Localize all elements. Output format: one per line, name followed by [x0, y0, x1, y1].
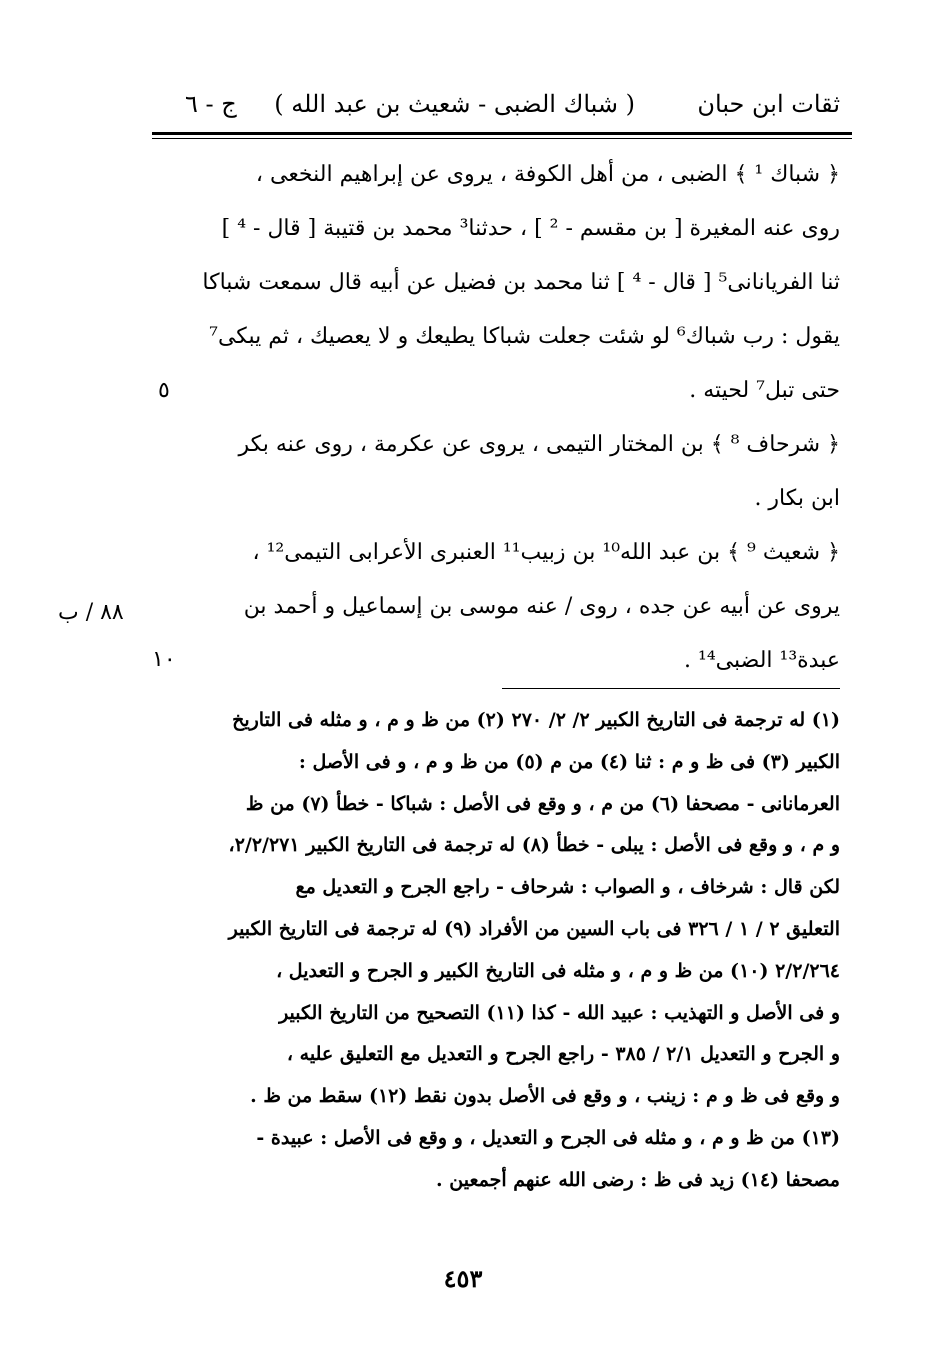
- footnote-line: (١) له ترجمة فى التاريخ الكبير ٢/ ٢/ ٢٧٠ (٢) من ظ و م ، و مثله فى التاريخ: [232, 709, 840, 731]
- footnote-line: لكن قال : شرخاف ، و الصواب : شرحاف - راجع الجرح و التعديل مع: [295, 876, 840, 899]
- running-header: [185, 84, 840, 124]
- folio-marker: ٨٨ / ب: [58, 600, 124, 625]
- footnote-line: و فى الأصل و التهذيب : عبيد الله - كذا (١١) التصحيح من التاريخ الكبير: [279, 1001, 840, 1024]
- footnote-rule: [502, 688, 840, 689]
- text-line: حتى تبل⁷ لحيته .: [689, 378, 840, 403]
- header-rule-thick: [152, 132, 852, 135]
- footnote-line: و الجرح و التعديل ٢/١ / ٣٨٥ - راجع الجرح و التعديل مع التعليق عليه ،: [286, 1043, 840, 1066]
- text-line: ﴿ شرحاف ⁸ ﴾ بن المختار التيمى ، يروى عن عكرمة ، روى عنه بكر: [238, 432, 840, 457]
- footnote-line: و وقع فى ظ و م : زينب ، و وقع فى الأصل بدون نقط (١٢) سقط من ظ .: [250, 1085, 840, 1108]
- text-line: يروى عن أبيه عن جده ، روى / عنه موسى بن إسماعيل و أحمد بن: [243, 594, 840, 619]
- text-line: ثنا الفريانانى⁵ [ قال - ⁴ ] ثنا محمد بن فضيل عن أبيه قال سمعت شباكا: [202, 270, 840, 295]
- text-line: عبدة¹³ الضبى¹⁴ .: [684, 648, 840, 673]
- text-line: ﴿ شعيث ⁹ ﴾ بن عبد الله¹⁰ بن زبيب¹¹ العنبرى الأعرابى التيمى¹² ،: [252, 540, 840, 565]
- section-title: ( شباك الضبى - شعيث بن عبد الله ): [274, 90, 635, 118]
- main-text: [185, 148, 840, 688]
- text-line: ابن بكار .: [754, 486, 840, 511]
- volume-number: ج - ٦: [185, 90, 237, 118]
- text-line: روى عنه المغيرة [ بن مقسم - ² ] ، حدثنا³ محمد بن قتيبة [ قال - ⁴ ]: [221, 216, 840, 241]
- footnote-line: ٢/٢/٢٦٤ (١٠) من ظ و م ، و مثله فى التاريخ الكبير و الجرح و التعديل ،: [276, 959, 840, 982]
- footnote-line: التعليق ٢ / ١ / ٣٢٦ فى باب السين من الأفراد (٩) له ترجمة فى التاريخ الكبير: [228, 917, 840, 940]
- book-title: ثقات ابن حبان: [697, 90, 840, 118]
- line-number-5: ٥: [158, 378, 170, 403]
- page-number: ٤٥٣: [443, 1264, 483, 1293]
- footnotes: [185, 700, 840, 1202]
- footnote-line: (١٣) من ظ و م ، و مثله فى الجرح و التعديل ، و وقع فى الأصل : عبيدة -: [256, 1126, 840, 1149]
- footnote-line: و م ، و وقع فى الأصل : يبلى - خطأ (٨) له ترجمة فى التاريخ الكبير ٢/٢/٢٧١،: [228, 834, 840, 857]
- footnote-line: العرمانانى - مصحفا (٦) من م ، و وقع فى الأصل : شباكا - خطأ (٧) من ظ: [245, 792, 840, 815]
- footnote-line: مصحفا (١٤) زيد فى ظ : رضى الله عنهم أجمعين .: [436, 1168, 840, 1191]
- line-number-10: ١٠: [152, 647, 176, 672]
- footnote-line: الكبير (٣) فى ظ و م : ثنا (٤) من م (٥) من ظ و م ، و فى الأصل :: [298, 750, 840, 773]
- header-rule-thin: [152, 138, 852, 139]
- text-line: يقول : رب شباك⁶ لو شئت جعلت شباكا يطيعك و لا يعصيك ، ثم يبكى⁷: [209, 324, 840, 349]
- text-line: ﴿ شباك ¹ ﴾ الضبى ، من أهل الكوفة ، يروى عن إبراهيم النخعى ،: [255, 162, 840, 187]
